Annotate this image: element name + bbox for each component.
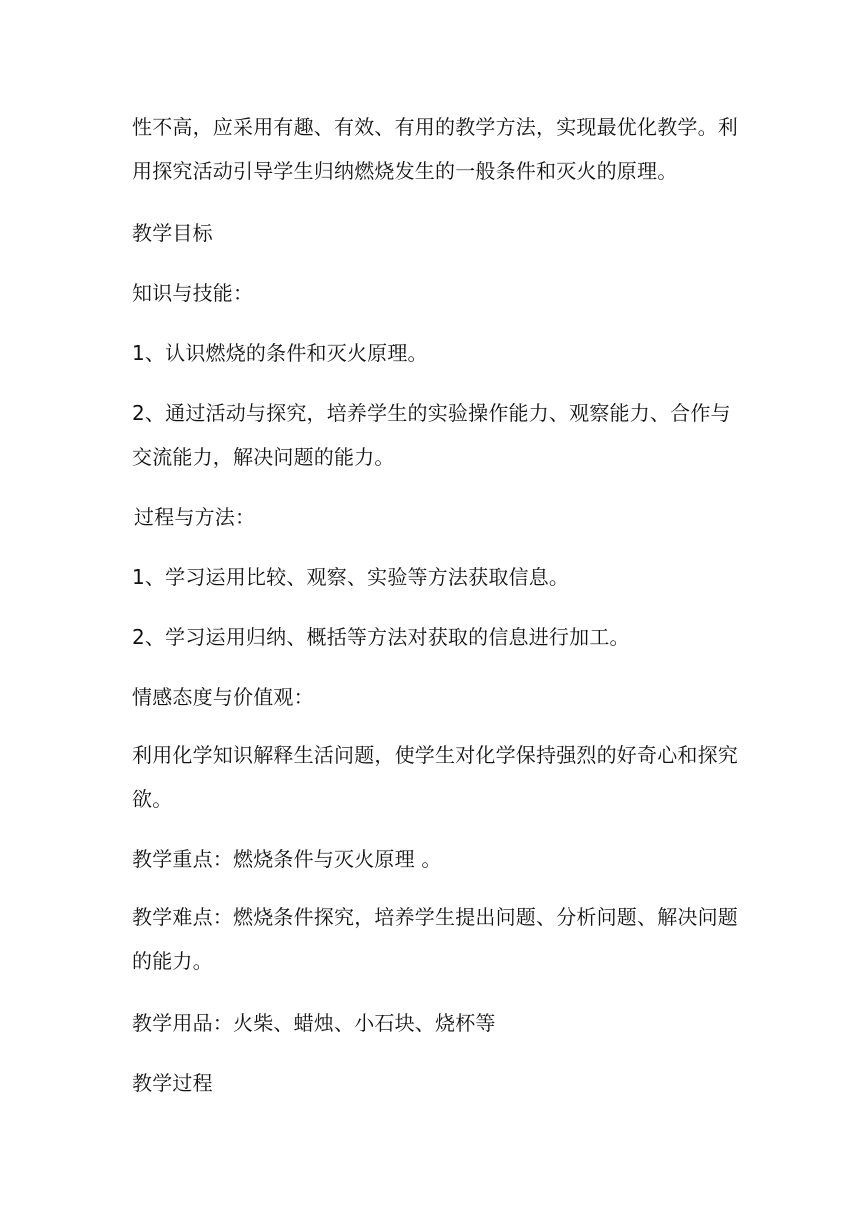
teaching-materials: 教学用品：火柴、蜡烛、小石块、烧杯等: [132, 1011, 496, 1035]
paragraph-line: 用探究活动引导学生归纳燃烧发生的一般条件和灭火的原理。: [132, 159, 678, 183]
list-item: 1、认识燃烧的条件和灭火原理。: [132, 341, 428, 365]
subheading-process-methods: 过程与方法：: [134, 505, 256, 529]
paragraph-line: 性不高，应采用有趣、有效、有用的教学方法，实现最优化教学。利: [132, 115, 738, 139]
section-heading-teaching-goals: 教学目标: [132, 221, 213, 245]
list-item-continuation: 交流能力，解决问题的能力。: [132, 445, 395, 469]
teaching-difficulties: 教学难点：燃烧条件探究，培养学生提出问题、分析问题、解决问题: [132, 905, 738, 929]
section-heading-teaching-process: 教学过程: [132, 1071, 213, 1095]
teaching-key-points: 教学重点：燃烧条件与灭火原理 。: [132, 847, 442, 871]
subheading-emotion-values: 情感态度与价值观：: [132, 685, 314, 709]
teaching-difficulties-continuation: 的能力。: [132, 949, 213, 973]
paragraph-line: 欲。: [132, 787, 173, 811]
list-item: 2、通过活动与探究，培养学生的实验操作能力、观察能力、合作与: [132, 401, 731, 425]
subheading-knowledge-skills: 知识与技能：: [132, 281, 254, 305]
list-item: 2、学习运用归纳、概括等方法对获取的信息进行加工。: [132, 625, 630, 649]
list-item: 1、学习运用比较、观察、实验等方法获取信息。: [132, 565, 570, 589]
paragraph-line: 利用化学知识解释生活问题，使学生对化学保持强烈的好奇心和探究: [132, 743, 738, 767]
